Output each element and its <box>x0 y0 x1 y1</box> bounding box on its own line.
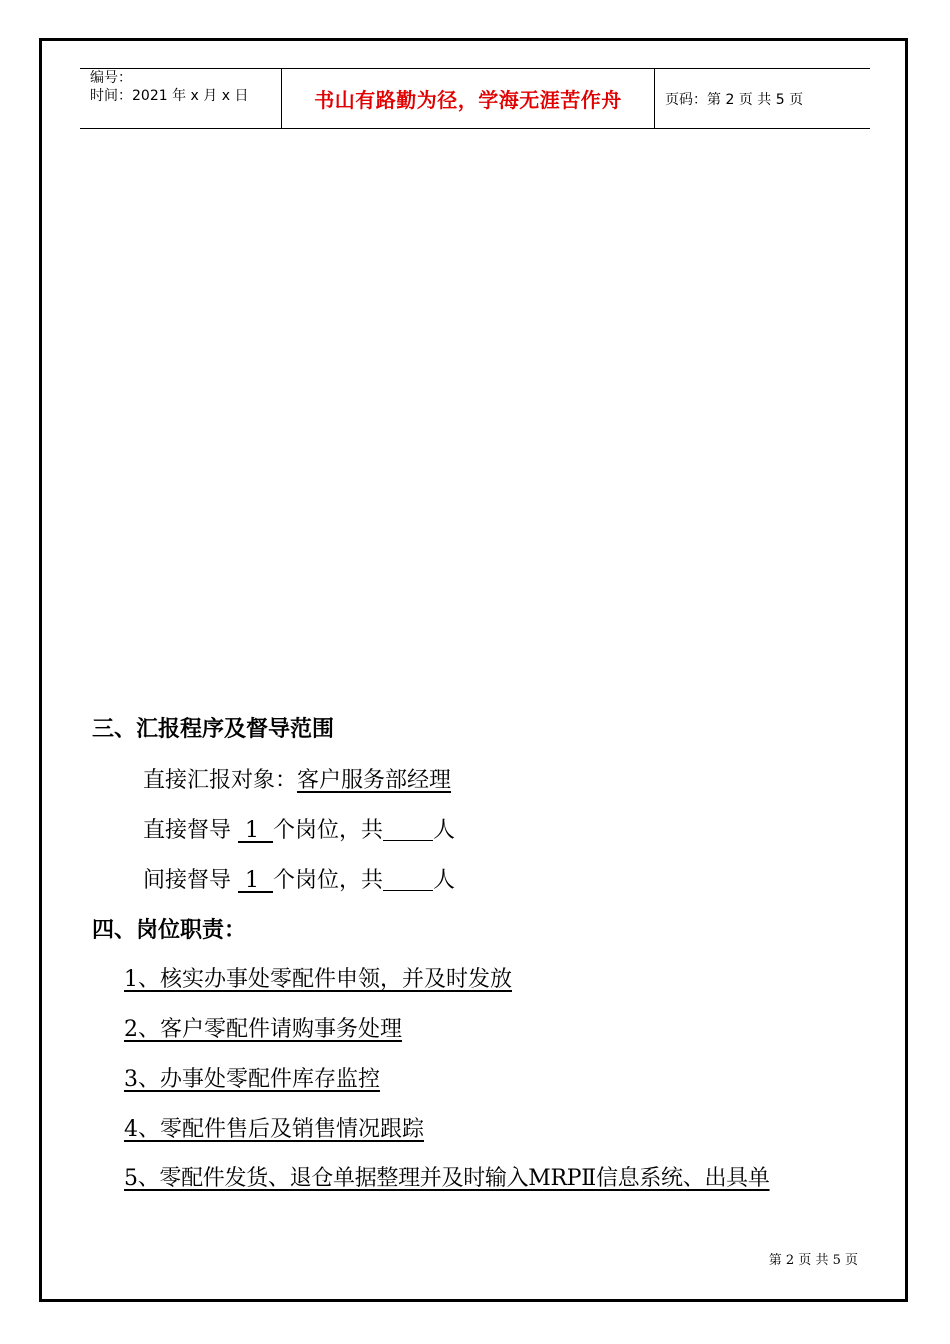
header-page-info: 页码：第 2 页 共 5 页 <box>665 91 804 108</box>
duty-item: 2、客户零配件请购事务处理 <box>124 1017 402 1042</box>
direct-count-value: 1 <box>245 818 260 843</box>
report-prefix: 直接汇报对象： <box>143 768 298 793</box>
indirect-people-blank <box>383 868 433 891</box>
indirect-supervision-line <box>143 863 455 894</box>
direct-middle: 个岗位，共 <box>273 818 384 843</box>
indirect-suffix: 人 <box>433 868 456 893</box>
indirect-middle: 个岗位，共 <box>273 868 384 893</box>
header-meta <box>80 69 282 128</box>
indirect-prefix: 间接督导 <box>143 868 232 893</box>
duty-item: 5、零配件发货、退仓单据整理并及时输入MRPⅡ信息系统、出具单 <box>124 1166 770 1191</box>
direct-prefix: 直接督导 <box>143 818 232 843</box>
report-line <box>143 763 451 794</box>
header-number-label: 编号： <box>90 70 132 86</box>
footer-page-info: 第 2 页 共 5 页 <box>768 1253 858 1268</box>
section-4-title: 四、岗位职责： <box>92 918 247 943</box>
direct-count <box>238 818 273 843</box>
section-3-title: 三、汇报程序及督导范围 <box>92 717 335 742</box>
direct-people-blank <box>383 818 433 841</box>
indirect-count-value: 1 <box>245 868 260 893</box>
direct-suffix: 人 <box>433 818 456 843</box>
header-motto: 书山有路勤为径，学海无涯苦作舟 <box>282 69 655 128</box>
header-time-label: 时间：2021 年 x 月 x 日 <box>90 88 249 104</box>
direct-supervision-line <box>143 813 455 844</box>
document-header <box>80 68 870 129</box>
report-target: 客户服务部经理 <box>297 768 452 793</box>
duty-item: 3、办事处零配件库存监控 <box>124 1067 380 1092</box>
duty-item: 4、零配件售后及销售情况跟踪 <box>124 1117 424 1142</box>
indirect-count <box>238 868 273 893</box>
duty-item: 1、核实办事处零配件申领，并及时发放 <box>124 967 512 992</box>
